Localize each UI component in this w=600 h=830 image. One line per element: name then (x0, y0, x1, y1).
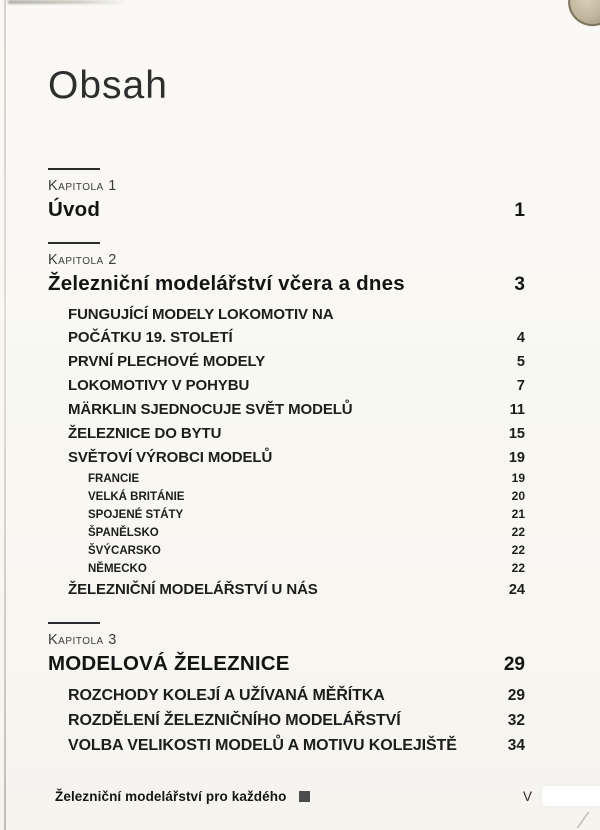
toc-entry-page-number: 21 (511, 507, 525, 521)
footer-page-number: V (522, 789, 532, 804)
toc-entry-label: VELKÁ BRITÁNIE (88, 491, 185, 503)
toc-entry-page-number: 22 (511, 543, 525, 557)
toc-entry-page-number: 32 (507, 712, 525, 729)
chapter-entries (48, 683, 525, 758)
toc-entry (48, 560, 525, 578)
toc-entry (48, 733, 525, 758)
footer-left (55, 789, 310, 804)
toc-entry-page-number: 19 (511, 471, 525, 485)
toc-entry-label: SVĚTOVÍ VÝROBCI MODELŮ (68, 449, 273, 466)
toc-entry-page-number: 34 (507, 737, 525, 754)
toc-entry-page-number: 7 (516, 378, 525, 394)
scan-tab-artifact (542, 786, 600, 806)
toc-entry (48, 398, 525, 422)
chapter-label: Kapitola 1 (48, 178, 117, 194)
page-edge-shadow (4, 0, 6, 830)
toc-entry-label: ŽELEZNIČNÍ MODELÁŘSTVÍ U NÁS (68, 581, 318, 598)
chapter-title: MODELOVÁ ŽELEZNICE (48, 652, 290, 675)
toc-entry-page-number: 15 (508, 426, 525, 442)
toc-entry (48, 326, 525, 350)
chapter-entries (48, 303, 525, 602)
toc-entry-page-number: 4 (516, 330, 525, 346)
chapter-rule (48, 168, 100, 170)
footer-square-icon (299, 791, 310, 802)
toc-entry-label: ROZCHODY KOLEJÍ A UŽÍVANÁ MĚŘÍTKA (68, 687, 385, 704)
corner-artifact (562, 0, 600, 33)
chapter-title-row (48, 652, 525, 676)
toc-entry-label: VOLBA VELIKOSTI MODELŮ A MOTIVU KOLEJIŠTĚ (68, 737, 457, 754)
chapter-title: Železniční modelářství včera a dnes (48, 272, 405, 295)
toc-entry-label: ŠVÝCARSKO (88, 545, 161, 557)
toc-entry-label: FUNGUJÍCÍ MODELY LOKOMOTIV NA (68, 306, 334, 323)
toc-entry-label: ROZDĚLENÍ ŽELEZNIČNÍHO MODELÁŘSTVÍ (68, 712, 401, 729)
toc-entry (48, 708, 525, 733)
chapter-section (48, 168, 525, 222)
page-title: Obsah (48, 64, 168, 107)
toc-entry (48, 446, 525, 470)
toc-entry (48, 470, 525, 488)
chapter-title-row (48, 272, 525, 296)
toc-entry (48, 578, 525, 602)
toc-entry-label: POČÁTKU 19. STOLETÍ (68, 329, 233, 346)
toc-entry (48, 524, 525, 542)
toc-entry-page-number: 24 (508, 582, 525, 598)
page-footer (55, 789, 532, 804)
toc-entry-label: ŠPANĚLSKO (88, 527, 159, 539)
toc-chapters (0, 168, 600, 758)
toc-entry-label: NĚMECKO (88, 563, 147, 575)
footer-book-title: Železniční modelářství pro každého (55, 789, 287, 804)
toc-entry (48, 422, 525, 446)
toc-entry-page-number: 29 (507, 687, 525, 704)
chapter-section (48, 622, 525, 758)
toc-entry-label: FRANCIE (88, 473, 140, 485)
toc-entry (48, 542, 525, 560)
scan-scratch (576, 812, 600, 828)
toc-entry-page-number: 5 (516, 354, 525, 370)
toc-entry (48, 303, 525, 326)
chapter-label: Kapitola 2 (48, 252, 117, 268)
toc-entry-page-number: 22 (511, 561, 525, 575)
chapter-title-row (48, 198, 525, 222)
chapter-rule (48, 622, 100, 624)
toc-entry (48, 683, 525, 708)
toc-entry-label: SPOJENÉ STÁTY (88, 509, 184, 521)
chapter-page-number: 1 (514, 200, 525, 221)
scan-smudge (8, 0, 128, 4)
chapter-label: Kapitola 3 (48, 632, 117, 648)
chapter-title: Úvod (48, 198, 101, 221)
toc-entry (48, 506, 525, 524)
toc-entry-label: LOKOMOTIVY V POHYBU (68, 377, 250, 394)
chapter-rule (48, 242, 100, 244)
toc-entry (48, 374, 525, 398)
toc-entry-label: PRVNÍ PLECHOVÉ MODELY (68, 353, 266, 370)
toc-entry (48, 350, 525, 374)
toc-entry-label: ŽELEZNICE DO BYTU (68, 425, 222, 442)
chapter-page-number: 3 (514, 274, 525, 295)
toc-entry-page-number: 20 (511, 489, 525, 503)
toc-entry-page-number: 22 (511, 525, 525, 539)
toc-entry-page-number: 11 (509, 402, 525, 418)
chapter-page-number: 29 (503, 654, 525, 675)
toc-entry (48, 488, 525, 506)
chapter-section (48, 242, 525, 602)
toc-entry-label: MÄRKLIN SJEDNOCUJE SVĚT MODELŮ (68, 401, 353, 418)
toc-entry-page-number: 19 (508, 450, 525, 466)
